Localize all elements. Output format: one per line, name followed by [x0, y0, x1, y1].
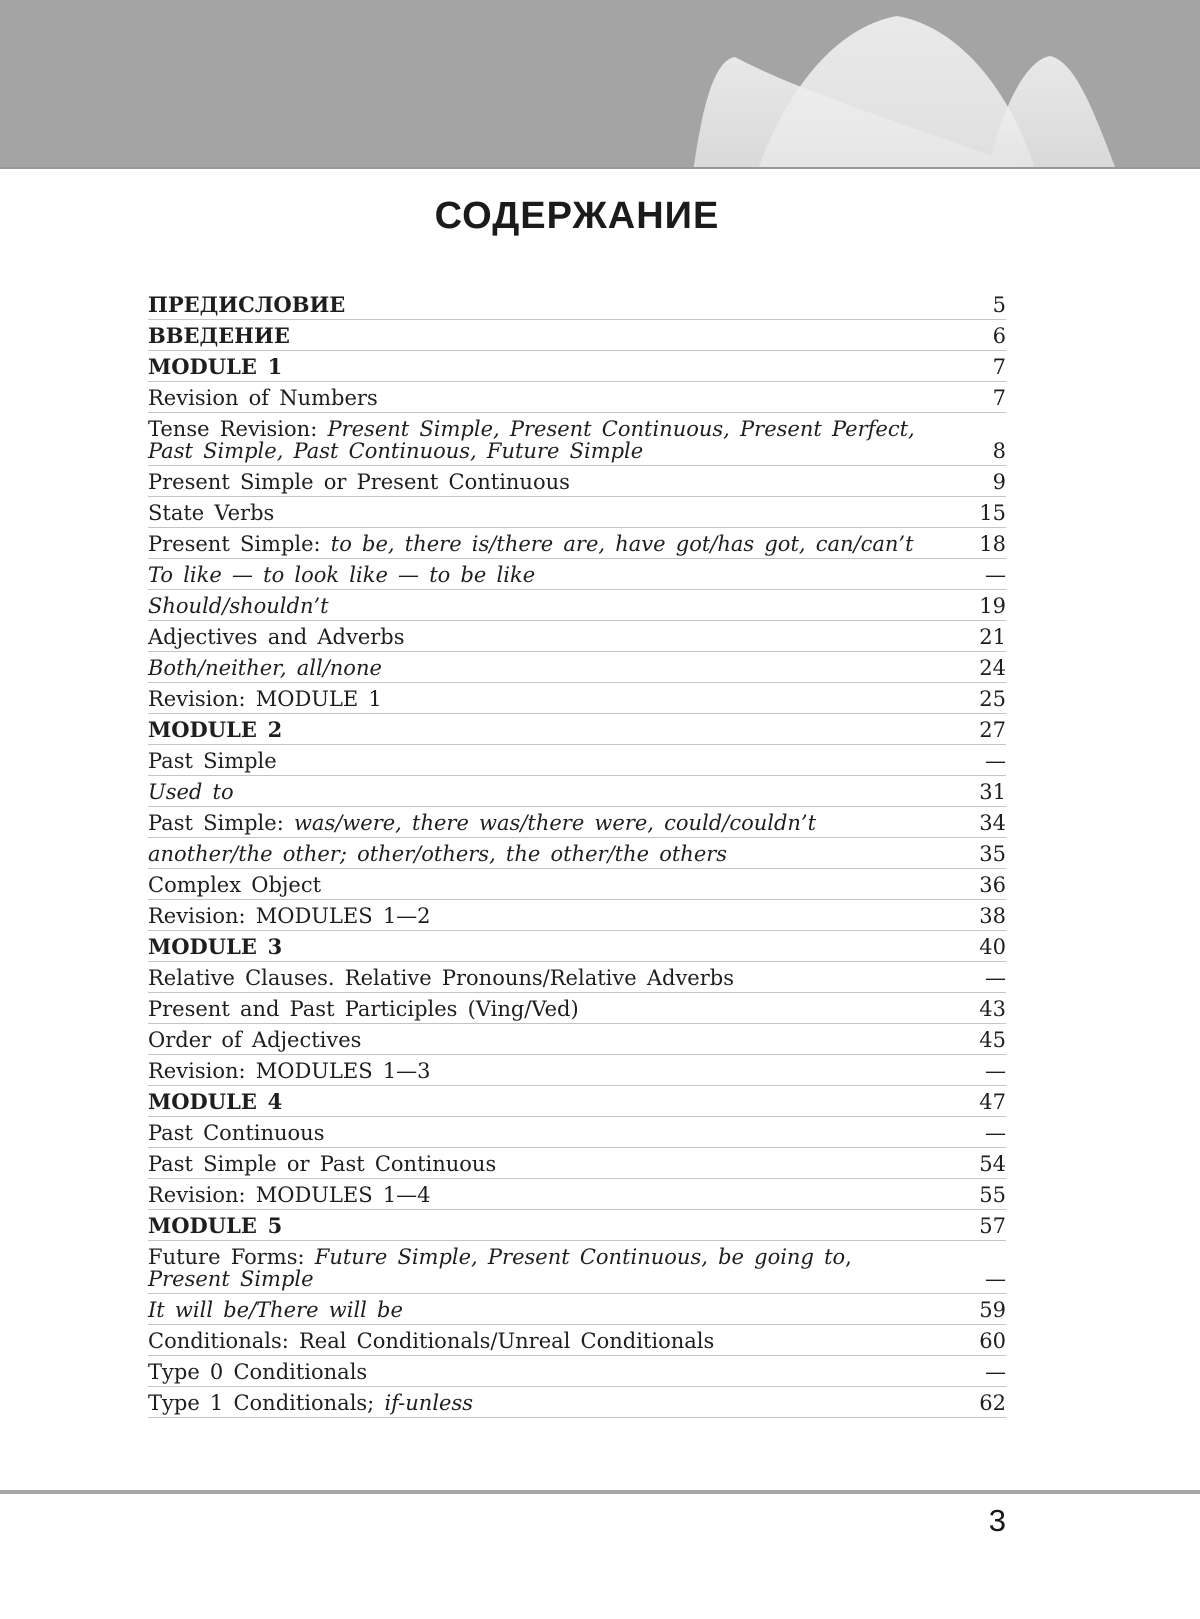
toc-row: [148, 1086, 1006, 1117]
toc-row: [148, 466, 1006, 497]
toc-row-page: 36: [979, 873, 1006, 897]
toc-row: [148, 776, 1006, 807]
toc-row: [148, 528, 1006, 559]
toc-row: [148, 993, 1006, 1024]
toc-row: [148, 351, 1006, 382]
toc-row-title: Revision of Numbers: [148, 386, 378, 410]
toc-row-title: Future Forms: Future Simple, Present Continuous, be going to, Present Simple: [148, 1245, 852, 1291]
toc-row-title: Should/shouldn’t: [148, 594, 329, 618]
toc-row: [148, 683, 1006, 714]
toc-row-page: 57: [979, 1214, 1006, 1238]
toc-row: [148, 413, 1006, 466]
toc-row: [148, 1387, 1006, 1418]
toc-row: [148, 1210, 1006, 1241]
toc-row-title: ПРЕДИСЛОВИЕ: [148, 292, 346, 317]
toc-row: [148, 1241, 1006, 1294]
toc-row-title: Complex Object: [148, 873, 322, 897]
toc-row-title: MODULE 5: [148, 1213, 283, 1238]
toc-row-page: 5: [992, 293, 1006, 317]
toc-row-page: 40: [979, 935, 1006, 959]
toc-row: [148, 869, 1006, 900]
toc-row-title: Both/neither, all/none: [148, 656, 382, 680]
toc-row: [148, 1294, 1006, 1325]
toc-row-page: —: [985, 1360, 1006, 1384]
toc-row-title: Past Simple: was/were, there was/there were, could/couldn’t: [148, 811, 817, 835]
toc-row-title: Revision: MODULES 1—2: [148, 904, 431, 928]
toc-row: [148, 1055, 1006, 1086]
toc-row: [148, 497, 1006, 528]
toc-row: [148, 838, 1006, 869]
toc-row-title: Past Simple or Past Continuous: [148, 1152, 497, 1176]
toc-row-title: Revision: MODULES 1—4: [148, 1183, 431, 1207]
toc-row-title: Tense Revision: Present Simple, Present Continuous, Present Perfect, Past Simple, Past Continuous, Future Simple: [148, 417, 915, 463]
toc-row-page: 7: [992, 386, 1006, 410]
toc-row-page: 45: [979, 1028, 1006, 1052]
toc-row-page: 60: [979, 1329, 1006, 1353]
toc-row-page: —: [985, 1059, 1006, 1083]
toc-row-title: Revision: MODULE 1: [148, 687, 382, 711]
toc-row-page: 21: [979, 625, 1006, 649]
toc-row-page: 15: [979, 501, 1006, 525]
toc-row: [148, 652, 1006, 683]
toc-row: [148, 590, 1006, 621]
toc-row-title: Relative Clauses. Relative Pronouns/Relative Adverbs: [148, 966, 734, 990]
toc-row: [148, 807, 1006, 838]
toc-row: [148, 1325, 1006, 1356]
footer-rule: [0, 1490, 1200, 1494]
page-title: СОДЕРЖАНИЕ: [434, 195, 720, 237]
toc-row-title: Present and Past Participles (Ving/Ved): [148, 997, 579, 1021]
toc-row: [148, 745, 1006, 776]
toc-row-title: Conditionals: Real Conditionals/Unreal Conditionals: [148, 1329, 715, 1353]
toc-row-title: Type 0 Conditionals: [148, 1360, 368, 1384]
toc-row: [148, 714, 1006, 745]
toc-row-page: 8: [992, 439, 1006, 463]
toc-row-page: 19: [979, 594, 1006, 618]
toc-row-title: MODULE 2: [148, 717, 283, 742]
toc-row-page: 9: [992, 470, 1006, 494]
toc-row: [148, 962, 1006, 993]
toc-row-title: State Verbs: [148, 501, 275, 525]
toc-row: [148, 559, 1006, 590]
toc-row-page: 62: [979, 1391, 1006, 1415]
toc-row-title: MODULE 4: [148, 1089, 283, 1114]
toc-row-page: —: [985, 1267, 1006, 1291]
toc-row-page: 7: [992, 355, 1006, 379]
toc-row-page: —: [985, 966, 1006, 990]
toc-row: [148, 289, 1006, 320]
toc-row-page: 25: [979, 687, 1006, 711]
toc-row-title: Past Simple: [148, 749, 277, 773]
toc-row-page: 55: [979, 1183, 1006, 1207]
toc-row-title: Used to: [148, 780, 234, 804]
toc-row-title: Present Simple or Present Continuous: [148, 470, 570, 494]
toc-row: [148, 1024, 1006, 1055]
toc-row-page: 34: [979, 811, 1006, 835]
toc-row-page: —: [985, 1121, 1006, 1145]
header-band: [0, 0, 1200, 169]
toc-row-title: To like — to look like — to be like: [148, 563, 536, 587]
toc-row-title: Revision: MODULES 1—3: [148, 1059, 431, 1083]
toc-row-title: Order of Adjectives: [148, 1028, 362, 1052]
toc-row-page: 35: [979, 842, 1006, 866]
toc-row-title: another/the other; other/others, the other/the others: [148, 842, 728, 866]
toc-row: [148, 382, 1006, 413]
toc-row-page: —: [985, 749, 1006, 773]
toc-row-title: Present Simple: to be, there is/there are, have got/has got, can/can’t: [148, 532, 914, 556]
toc-row-page: 38: [979, 904, 1006, 928]
toc-row-page: 59: [979, 1298, 1006, 1322]
toc-row-page: 47: [979, 1090, 1006, 1114]
toc-row: [148, 1179, 1006, 1210]
toc-row-page: 24: [979, 656, 1006, 680]
petal-shapes-graphic: [655, 0, 1117, 169]
toc-row: [148, 320, 1006, 351]
toc-row-page: —: [985, 563, 1006, 587]
toc-row: [148, 1117, 1006, 1148]
toc-row: [148, 621, 1006, 652]
petal-right: [988, 56, 1117, 169]
toc-row-page: 6: [992, 324, 1006, 348]
toc-row-page: 18: [979, 532, 1006, 556]
toc-row-title: ВВЕДЕНИЕ: [148, 323, 290, 348]
toc-row-title: MODULE 1: [148, 354, 283, 379]
toc-row-page: 27: [979, 718, 1006, 742]
toc-row-title: MODULE 3: [148, 934, 283, 959]
toc-row-title: Adjectives and Adverbs: [148, 625, 405, 649]
toc-row: [148, 1356, 1006, 1387]
toc-row-title: Past Continuous: [148, 1121, 325, 1145]
toc-row-title: Type 1 Conditionals; if-unless: [148, 1391, 474, 1415]
toc-row: [148, 931, 1006, 962]
toc-row-title: It will be/There will be: [148, 1298, 403, 1322]
toc-row: [148, 900, 1006, 931]
toc-row-page: 31: [979, 780, 1006, 804]
toc-row-page: 54: [979, 1152, 1006, 1176]
toc-row: [148, 1148, 1006, 1179]
page-number: 3: [988, 1503, 1006, 1538]
toc-list: [148, 289, 1006, 1418]
toc-row-page: 43: [979, 997, 1006, 1021]
